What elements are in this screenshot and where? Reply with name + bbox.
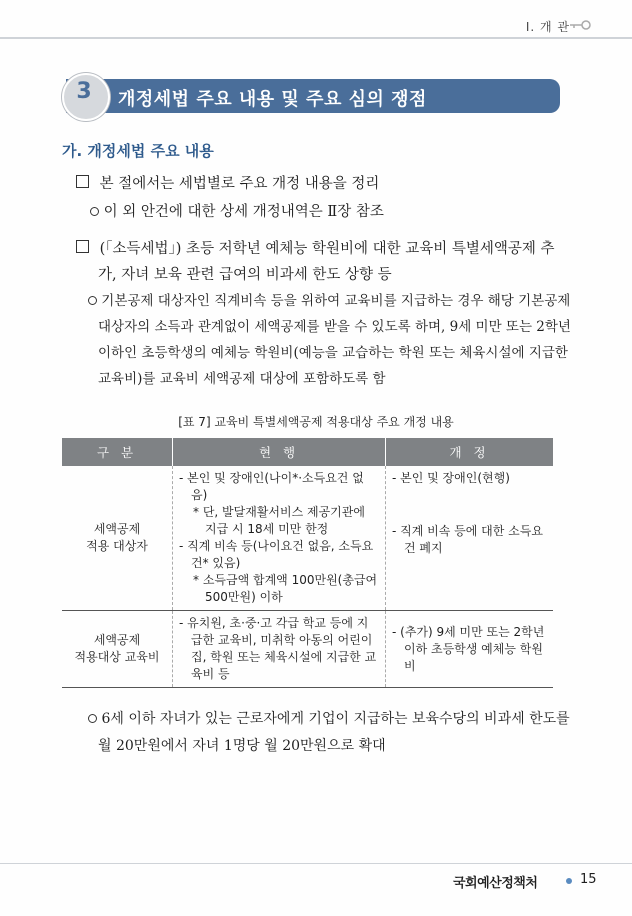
circle-bullet-icon [88,296,97,305]
paragraph-2-line-2: 가, 자녀 보육 관련 급여의 비과세 한도 상향 등 [98,267,392,283]
education-deduction-table [62,438,553,688]
circle-bullet-icon [88,714,97,723]
paragraph-2-sub-line-4: 교육비)를 교육비 세액공제 대상에 포함하도록 함 [98,371,386,387]
subsection-title: 가. 개정세법 주요 내용 [62,142,214,160]
category-line-1: 세액공제 [93,522,141,536]
key-icon [570,20,592,30]
current-note-2: * 소득금액 합계액 100만원(총급여 500만원) 이하 [193,573,378,604]
revised-item-2: - 직계 비속 등에 대한 소득요건 폐지 [392,524,543,555]
table-cell-current [173,466,386,611]
current-item-1: - 본인 및 장애인(나이*·소득요건 없음) [179,471,364,502]
paragraph-2-sub-line-3: 이하인 초등학생의 예체능 학원비(예능을 교습하는 학원 또는 체육시설에 지급한 [98,345,568,361]
paragraph-1-sub [90,198,384,226]
table-cell-revised [386,466,554,611]
category-line-2: 적용 대상자 [86,539,148,553]
paragraph-2-sub-line-2: 대상자의 소득과 관계없이 세액공제를 받을 수 있도록 하며, 9세 미만 또는 2학년 [98,319,571,335]
section-title: 개정세법 주요 내용 및 주요 심의 쟁점 [118,89,427,110]
paragraph-1-sub-text: 이 외 안건에 대한 상세 개정내역은 Ⅱ장 참조 [103,204,384,220]
current-item-1: - 유치원, 초·중·고 각급 학교 등에 지급한 교육비, 미취학 아동의 어린이집, 학원 또는 체육시설에 지급한 교육비 등 [179,616,377,681]
paragraph-3-line-1: 6세 이하 자녀가 있는 근로자에게 기업이 지급하는 보육수당의 비과세 한도를 [101,711,570,727]
category-line-2: 적용대상 교육비 [74,650,160,664]
current-note-1: * 단, 발달재활서비스 제공기관에 지급 시 18세 미만 한정 [193,505,365,536]
paragraph-3 [88,706,570,760]
current-item-2: - 직계 비속 등(나이요건 없음, 소득요건* 있음) [179,539,374,570]
table-row [62,611,553,688]
revised-item-1: - 본인 및 장애인(현행) [392,471,510,485]
table-cell-revised [386,611,554,688]
table-cell-category [62,466,173,611]
paragraph-3-line-2: 월 20만원에서 자녀 1명당 월 20만원으로 확대 [98,738,386,754]
paragraph-2 [76,235,555,263]
circle-bullet-icon [90,207,99,216]
category-line-1: 세액공제 [93,633,141,647]
paragraph-2-sub [88,288,571,392]
paragraph-1-text: 본 절에서는 세법별로 주요 개정 내용을 정리 [99,176,380,192]
table-cell-category [62,611,173,688]
section-number: 3 [76,79,92,104]
paragraph-2-line-1: (「소득세법」) 초등 저학년 예체능 학원비에 대한 교육비 특별세액공제 추 [99,241,555,257]
header-rule [0,37,632,39]
table-caption: [표 7] 교육비 특별세액공제 적용대상 주요 개정 내용 [178,415,454,429]
square-bullet-icon [76,175,89,188]
chapter-label: Ⅰ. 개 관 [525,20,570,34]
revised-item-1: - (추가) 9세 미만 또는 2학년 이하 초등학생 예체능 학원비 [392,624,545,673]
table-row [62,466,553,611]
footer-rule [0,863,632,864]
footer-dot-icon [566,878,572,884]
page-number: 15 [580,872,597,887]
paragraph-2-sub-line-1: 기본공제 대상자인 직계비속 등을 위하여 교육비를 지급하는 경우 해당 기본공제 [101,293,571,309]
table-header-current: 현 행 [173,438,386,466]
table-header-revised: 개 정 [386,438,554,466]
table-header-category: 구 분 [62,438,173,466]
footer-brand: 국회예산정책처 [453,876,538,891]
square-bullet-icon [76,240,89,253]
paragraph-1 [76,170,379,198]
table-cell-current [173,611,386,688]
